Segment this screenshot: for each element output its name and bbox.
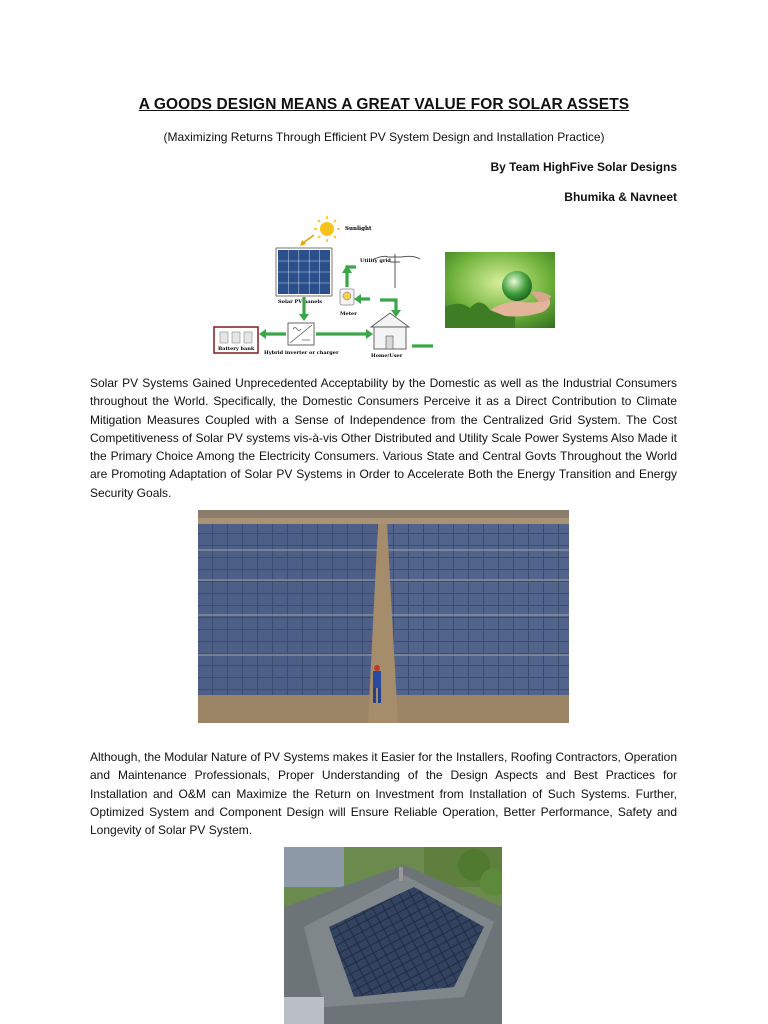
sunray-arrow xyxy=(303,235,314,243)
solar-system-diagram xyxy=(208,215,433,360)
rooftop-solar-photo xyxy=(284,847,502,1024)
solar-farm-photo xyxy=(198,510,569,723)
document-subtitle: (Maximizing Returns Through Efficient PV System Design and Installation Practice) xyxy=(163,130,605,144)
paragraph-intro: Solar PV Systems Gained Unprecedented Acceptability by the Domestic as well as the Industrial Consumers throughout the World. Specifically, the Domestic Consumers Perceive it as a Direct Contribution to Climate Mitigation Measures Coupled with a Sense of Independence from the Centralized Grid System. The Cost Competitiveness of Solar PV systems vis-à-vis Other Distributed and Utility Scale Power Systems Also Made it the Primary Choice Among the Electricity Consumers. Various State and Central Govts Throughout the World are Promoting Adaptation of Solar PV Systems in Order to Accelerate Both the Energy Transition and Energy Security Goals. xyxy=(90,376,677,500)
battery-label: Battery bank xyxy=(218,346,255,352)
inverter-icon xyxy=(288,323,314,345)
meter-label: Meter xyxy=(340,311,357,317)
meter-icon xyxy=(340,289,354,305)
solar-panels-label: Solar PV panels xyxy=(278,299,323,305)
globe-in-hand-photo xyxy=(445,252,555,328)
utility-grid-label: Utility grid xyxy=(360,258,391,264)
house-icon xyxy=(371,313,409,349)
paragraph-design: Although, the Modular Nature of PV Systems makes it Easier for the Installers, Roofing Contractors, Operation and Maintenance Professionals, Proper Understanding of the Design Aspects and Best Practices for Installation and O&M can Maximize the Return on Investment from Installation of Such Systems. Further, Optimized System and Component Design will Ensure Reliable Operation, Better Performance, Safety and Longevity of Solar PV System. xyxy=(90,750,677,838)
sun-icon xyxy=(314,216,340,242)
authors: Bhumika & Navneet xyxy=(564,190,677,204)
byline: By Team HighFive Solar Designs xyxy=(490,160,677,174)
inverter-label: Hybrid inverter or charger xyxy=(264,350,339,356)
sunlight-label: Sunlight xyxy=(345,226,372,232)
document-title: A GOODS DESIGN MEANS A GREAT VALUE FOR SOLAR ASSETS xyxy=(138,96,630,113)
solar-panel-icon xyxy=(276,248,332,296)
home-label: Home/User xyxy=(371,353,403,359)
